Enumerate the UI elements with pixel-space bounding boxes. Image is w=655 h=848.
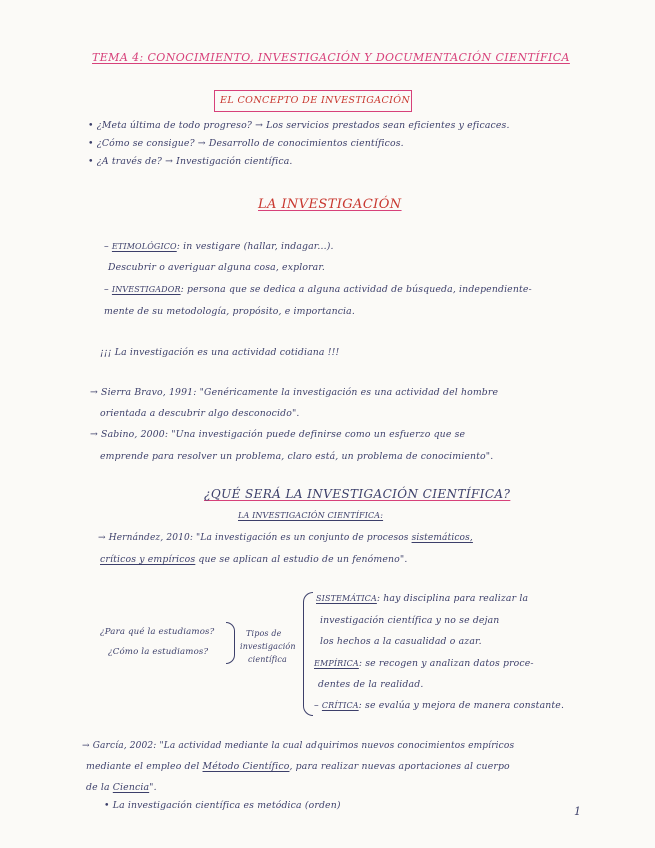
critica-label: CRÍTICA (321, 701, 359, 710)
quote-sabino-2: emprende para resolver un problema, claro está, un problema de conocimiento". (100, 451, 494, 462)
investigador-label: INVESTIGADOR (111, 285, 181, 294)
types-label-1: Tipos de (246, 629, 282, 638)
metodo-cientifico: Método Científico (202, 761, 290, 772)
question-2: • ¿Cómo se consigue? → Desarrollo de conocimientos científicos. (88, 138, 404, 149)
questions-brace (226, 622, 235, 664)
etimologico-line: – ETIMOLÓGICO: in vestigare (hallar, indagar...). (104, 241, 334, 252)
hernandez-text-a: → Hernández, 2010: "La investigación es un conjunto de procesos (98, 533, 409, 543)
sistematica-line-3: los hechos a la casualidad o azar. (320, 636, 482, 647)
quote-sierra-2: orientada a descubrir algo desconocido". (100, 408, 300, 419)
quote-garcia-3 (86, 783, 157, 792)
etimologico-line-2: Descubrir o averiguar alguna cosa, explorar. (108, 262, 326, 273)
types-brace (303, 592, 313, 716)
etimologico-text: : in vestigare (hallar, indagar...). (176, 241, 334, 252)
question-3: • ¿A través de? → Investigación científica. (88, 156, 293, 167)
empirica-text: : se recogen y analizan datos proce- (358, 658, 534, 669)
ciencia-word: Ciencia (112, 782, 150, 793)
hernandez-sistematicos: sistemáticos, (411, 533, 473, 543)
cientifica-subheading: LA INVESTIGACIÓN CIENTÍFICA: (238, 511, 384, 520)
garcia-text-d: ". (149, 782, 157, 793)
etimologico-label: ETIMOLÓGICO (111, 242, 177, 251)
question-1-answer: Los servicios prestados sean eficientes y eficaces. (266, 120, 510, 131)
question-2-label: ¿Cómo se consigue? → (96, 138, 206, 149)
garcia-text-c: de la (86, 782, 110, 793)
critica-text: : se evalúa y mejora de manera constante. (358, 700, 565, 711)
empirica-line (314, 659, 534, 668)
quote-garcia-2 (86, 762, 510, 771)
question-1: • ¿Meta última de todo progreso? → Los servicios prestados sean eficientes y eficaces. (88, 120, 510, 131)
why-question: ¿Para qué la estudiamos? (100, 627, 215, 637)
investigacion-heading: LA INVESTIGACIÓN (258, 197, 402, 212)
types-label-3: científica (248, 655, 287, 664)
garcia-text-a: mediante el empleo del (86, 761, 200, 772)
cientifica-heading: ¿QUÉ SERÁ LA INVESTIGACIÓN CIENTÍFICA? (204, 487, 511, 501)
question-2-answer: Desarrollo de conocimientos científicos. (208, 138, 404, 149)
question-3-label: ¿A través de? → (96, 156, 174, 167)
question-1-label: ¿Meta última de todo progreso? → (96, 120, 264, 131)
critica-line: – CRÍTICA: se evalúa y mejora de manera constante. (314, 700, 565, 711)
quote-hernandez (98, 534, 473, 543)
quote-sierra: → Sierra Bravo, 1991: "Genéricamente la investigación es una actividad del hombre (90, 387, 499, 398)
sistematica-label: SISTEMÁTICA (316, 594, 377, 603)
empirica-line-2: dentes de la realidad. (318, 679, 424, 690)
investigador-text: : persona que se dedica a alguna actividad de búsqueda, independiente- (180, 284, 532, 295)
hernandez-criticos: críticos y empíricos (100, 554, 196, 565)
how-question: ¿Cómo la estudiamos? (108, 647, 209, 657)
page-title: TEMA 4: CONOCIMIENTO, INVESTIGACIÓN Y DOCUMENTACIÓN CIENTÍFICA (92, 51, 570, 64)
garcia-text-b: , para realizar nuevas aportaciones al cuerpo (289, 761, 510, 772)
exclamation-line: ¡¡¡ La investigación es una actividad cotidiana !!! (100, 347, 340, 358)
hernandez-text-b: que se aplican al estudio de un fenómeno". (198, 554, 408, 565)
question-3-answer: Investigación científica. (176, 156, 293, 167)
investigador-line-2: mente de su metodología, propósito, e importancia. (104, 306, 355, 317)
types-label-2: investigación (240, 642, 296, 651)
sistematica-line-2: investigación científica y no se dejan (320, 615, 500, 626)
page-number: 1 (574, 805, 582, 818)
garcia-bullet: • La investigación científica es metódica (orden) (104, 800, 341, 811)
quote-sabino: → Sabino, 2000: "Una investigación puede definirse como un esfuerzo que se (90, 429, 466, 440)
quote-garcia: → García, 2002: "La actividad mediante la cual adquirimos nuevos conocimientos empíricos (82, 741, 515, 751)
investigador-line: – INVESTIGADOR: persona que se dedica a alguna actividad de búsqueda, independiente- (104, 284, 532, 295)
concept-heading: EL CONCEPTO DE INVESTIGACIÓN (220, 95, 411, 106)
empirica-label: EMPÍRICA (314, 659, 359, 668)
sistematica-text: : hay disciplina para realizar la (376, 593, 529, 604)
sistematica-line (316, 594, 528, 603)
quote-hernandez-2 (100, 555, 407, 564)
